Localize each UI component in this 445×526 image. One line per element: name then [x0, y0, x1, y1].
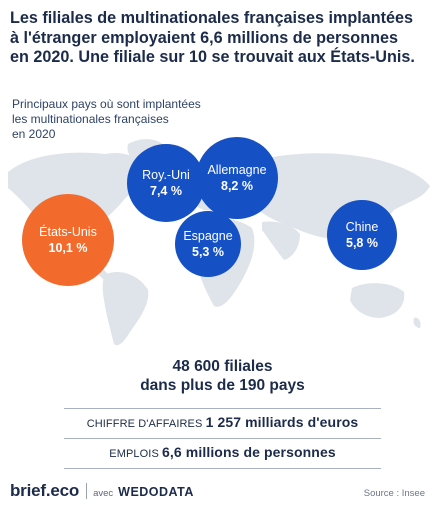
headline-line-1: Les filiales de multinationales françaises implantées: [10, 9, 414, 27]
bubble-value-label: 5,8 %: [346, 235, 378, 250]
bubble-tats-unis: [22, 194, 114, 286]
chiffre-affaires-value: 1 257 milliards d'euros: [205, 414, 359, 430]
bubble-country-label: États-Unis: [39, 225, 97, 239]
bubble-chine: [327, 200, 397, 270]
map-new-zealand: [413, 318, 420, 328]
chiffre-affaires-label: CHIFFRE D'AFFAIRES: [86, 418, 203, 430]
filiales-count: 48 600 filiales: [172, 358, 273, 375]
chart-subtitle: [12, 97, 201, 142]
emplois-row: [64, 444, 381, 460]
bubble-roy-uni: [127, 144, 206, 223]
bubble-value-label: 5,3 %: [192, 244, 224, 259]
divider: [64, 408, 381, 409]
footer-brand: [10, 481, 194, 501]
emplois-value: 6,6 millions de personnes: [162, 444, 336, 460]
bubble-country-label: Roy.-Uni: [142, 167, 190, 182]
chiffre-affaires-row: [64, 414, 381, 430]
stats-summary: [0, 357, 445, 395]
bubble-value-label: 8,2 %: [221, 178, 253, 193]
divider: [64, 438, 381, 439]
divider: [64, 468, 381, 469]
bubble-country-label: Chine: [345, 219, 379, 234]
map-south-america: [103, 272, 149, 345]
partner-logo: WEDODATA: [118, 485, 194, 499]
pays-count: dans plus de 190 pays: [140, 377, 305, 394]
headline-line-2: à l'étranger employaient 6,6 millions de personnes: [10, 28, 398, 47]
headline: [10, 9, 440, 68]
subtitle-line-3: en 2020: [12, 127, 56, 141]
bubble-espagne: [175, 211, 242, 278]
subtitle-line-1: Principaux pays où sont implantées: [12, 97, 201, 111]
map-australia: [350, 283, 404, 318]
brand-separator: [86, 483, 87, 499]
subtitle-line-2: les multinationales françaises: [12, 112, 169, 126]
headline-line-3: en 2020. Une filiale sur 10 se trouvait aux États-Unis.: [10, 48, 415, 66]
bubble-country-label: Espagne: [183, 228, 233, 243]
brand-logo: brief.eco: [10, 481, 80, 500]
bubble-value-label: 10,1 %: [48, 241, 88, 255]
source-note: Source : Insee: [363, 488, 425, 499]
bubble-country-label: Allemagne: [207, 162, 267, 177]
brand-avec: avec: [93, 488, 114, 499]
emplois-label: EMPLOIS: [109, 448, 159, 460]
bubble-value-label: 7,4 %: [150, 183, 182, 198]
